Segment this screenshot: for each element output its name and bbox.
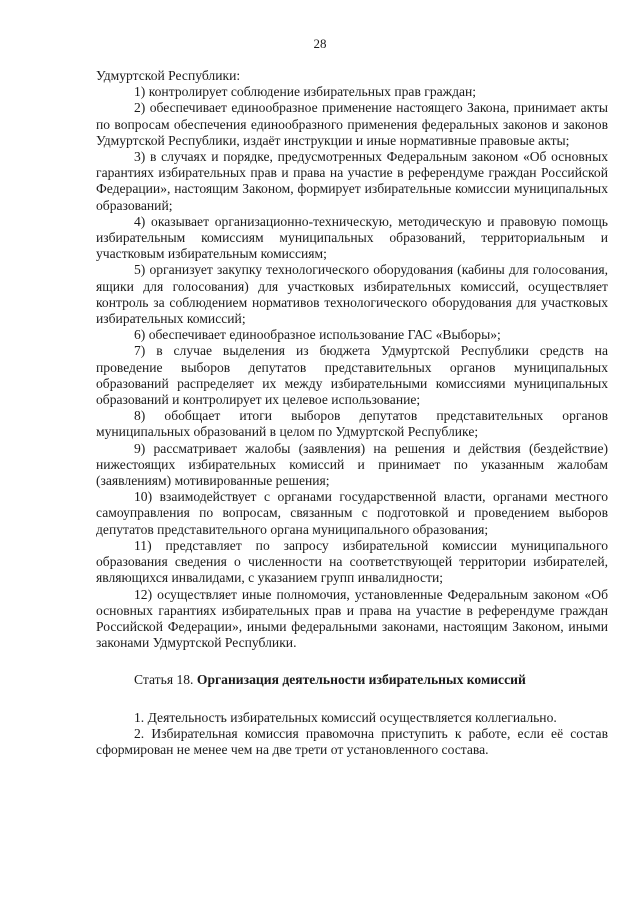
list-item-6: 6) обеспечивает единообразное использование ГАС «Выборы»; xyxy=(134,327,501,343)
list-item-2: 2) обеспечивает единообразное применение настоящего Закона, принимает акты по вопросам обеспечения единообразного применения федеральных законов и законов Удмуртской Республики, издаёт инструкции и иные нормативные правовые акты; xyxy=(96,100,608,148)
article-title: Организация деятельности избирательных комиссий xyxy=(196,672,526,688)
article-paragraph-1: 1. Деятельность избирательных комиссий осуществляется коллегиально. xyxy=(134,709,557,725)
list-item-5: 5) организует закупку технологического оборудования (кабины для голосования, ящики для голосования) для участковых избирательных комиссий, осуществляет контроль за соблюдением нормативов технологического оборудования для участковых избирательных комиссий; xyxy=(96,262,608,327)
list-item-10: 10) взаимодействует с органами государственной власти, органами местного самоуправления по вопросам, связанным с подготовкой и проведением выборов депутатов представительного органа муниципального образования; xyxy=(96,489,608,537)
list-item-9: 9) рассматривает жалобы (заявления) на решения и действия (бездействие) нижестоящих избирательных комиссий и принимает по указанным жалобам (заявлениям) мотивированные решения; xyxy=(96,440,608,489)
article-paragraph-2: 2. Избирательная комиссия правомочна приступить к работе, если её состав сформирован не менее чем на две трети от установленного состава. xyxy=(96,725,608,757)
paragraph-continuation: Удмуртской Республики: xyxy=(96,68,241,83)
article-heading xyxy=(96,672,608,688)
list-item-12: 12) осуществляет иные полномочия, установленные Федеральным законом «Об основных гарантиях избирательных прав и права на участие в референдуме граждан Российской Федерации», иными федеральными законами, настоящим Законом, иными законами Удмуртской Республики. xyxy=(96,586,608,651)
list-item-1: 1) контролирует соблюдение избирательных прав граждан; xyxy=(134,84,477,100)
list-item-11: 11) представляет по запросу избирательной комиссии муниципального образования сведения о численности на соответствующей территории избирателей, являющихся инвалидами, с указанием групп инвалидности; xyxy=(96,537,608,586)
list-item-3: 3) в случаях и порядке, предусмотренных Федеральным законом «Об основных гарантиях избирательных прав и права на участие в референдуме граждан Российской Федерации», настоящим Законом, формирует избирательные комиссии муниципальных образований; xyxy=(96,149,608,213)
document-body xyxy=(96,68,608,758)
page-number: 28 xyxy=(313,36,327,51)
list-item-8: 8) обобщает итоги выборов депутатов представительных органов муниципальных образований в целом по Удмуртской Республике; xyxy=(96,408,608,440)
list-item-7: 7) в случае выделения из бюджета Удмуртской Республики средств на проведение выборов депутатов представительных органов муниципальных образований распределяет их между избирательными комиссиями муниципальных образований и контролирует их целевое использование; xyxy=(96,343,608,408)
list-item-4: 4) оказывает организационно-техническую, методическую и правовую помощь избирательным комиссиям муниципальных образований, территориальным и участковым избирательным комиссиям; xyxy=(96,213,608,262)
article-number: Статья 18. xyxy=(134,672,194,688)
